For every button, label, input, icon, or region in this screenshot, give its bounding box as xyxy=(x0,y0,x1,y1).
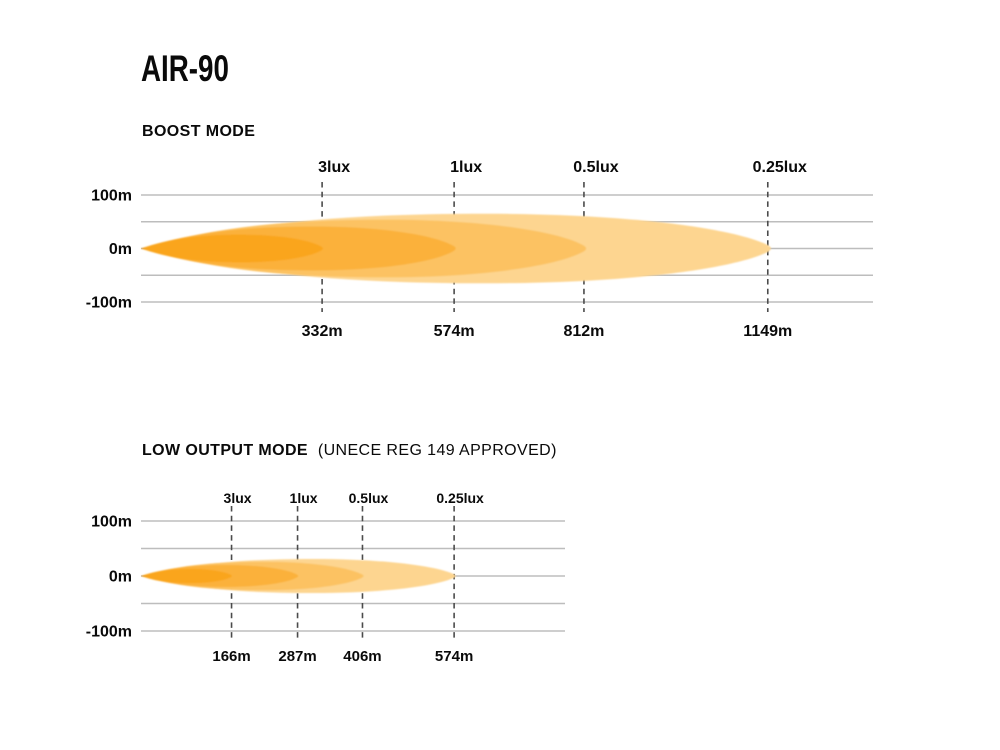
y-axis-label--100m: -100m xyxy=(85,294,132,312)
boost-mode-title: BOOST MODE xyxy=(142,123,256,140)
lux-label-3lux: 3lux xyxy=(223,490,252,506)
distance-label-287m: 287m xyxy=(278,648,317,665)
distance-label-574m: 574m xyxy=(433,323,475,340)
lux-label-0.5lux: 0.5lux xyxy=(348,490,389,506)
low-output-mode-subtitle: (UNECE REG 149 APPROVED) xyxy=(317,442,557,459)
lux-label-1lux: 1lux xyxy=(289,490,318,506)
y-axis-label-0m: 0m xyxy=(108,241,132,258)
y-axis-label--100m: -100m xyxy=(85,623,132,641)
lux-label-0.25lux: 0.25lux xyxy=(752,159,807,176)
distance-label-1149m: 1149m xyxy=(743,323,793,340)
lux-label-1lux: 1lux xyxy=(450,159,483,176)
distance-label-166m: 166m xyxy=(212,648,251,665)
y-axis-label-100m: 100m xyxy=(91,187,132,205)
product-title: AIR-90 xyxy=(141,48,229,89)
lux-label-0.25lux: 0.25lux xyxy=(436,490,484,506)
y-axis-label-0m: 0m xyxy=(108,568,132,586)
low-output-mode-title: LOW OUTPUT MODE xyxy=(142,442,308,459)
lux-label-3lux: 3lux xyxy=(318,159,351,176)
y-axis-label-100m: 100m xyxy=(91,513,132,531)
distance-label-574m: 574m xyxy=(434,648,474,665)
lux-label-0.5lux: 0.5lux xyxy=(573,159,619,176)
distance-label-812m: 812m xyxy=(563,323,605,340)
distance-label-332m: 332m xyxy=(301,323,343,340)
beam-group xyxy=(141,559,456,593)
distance-label-406m: 406m xyxy=(343,648,382,665)
